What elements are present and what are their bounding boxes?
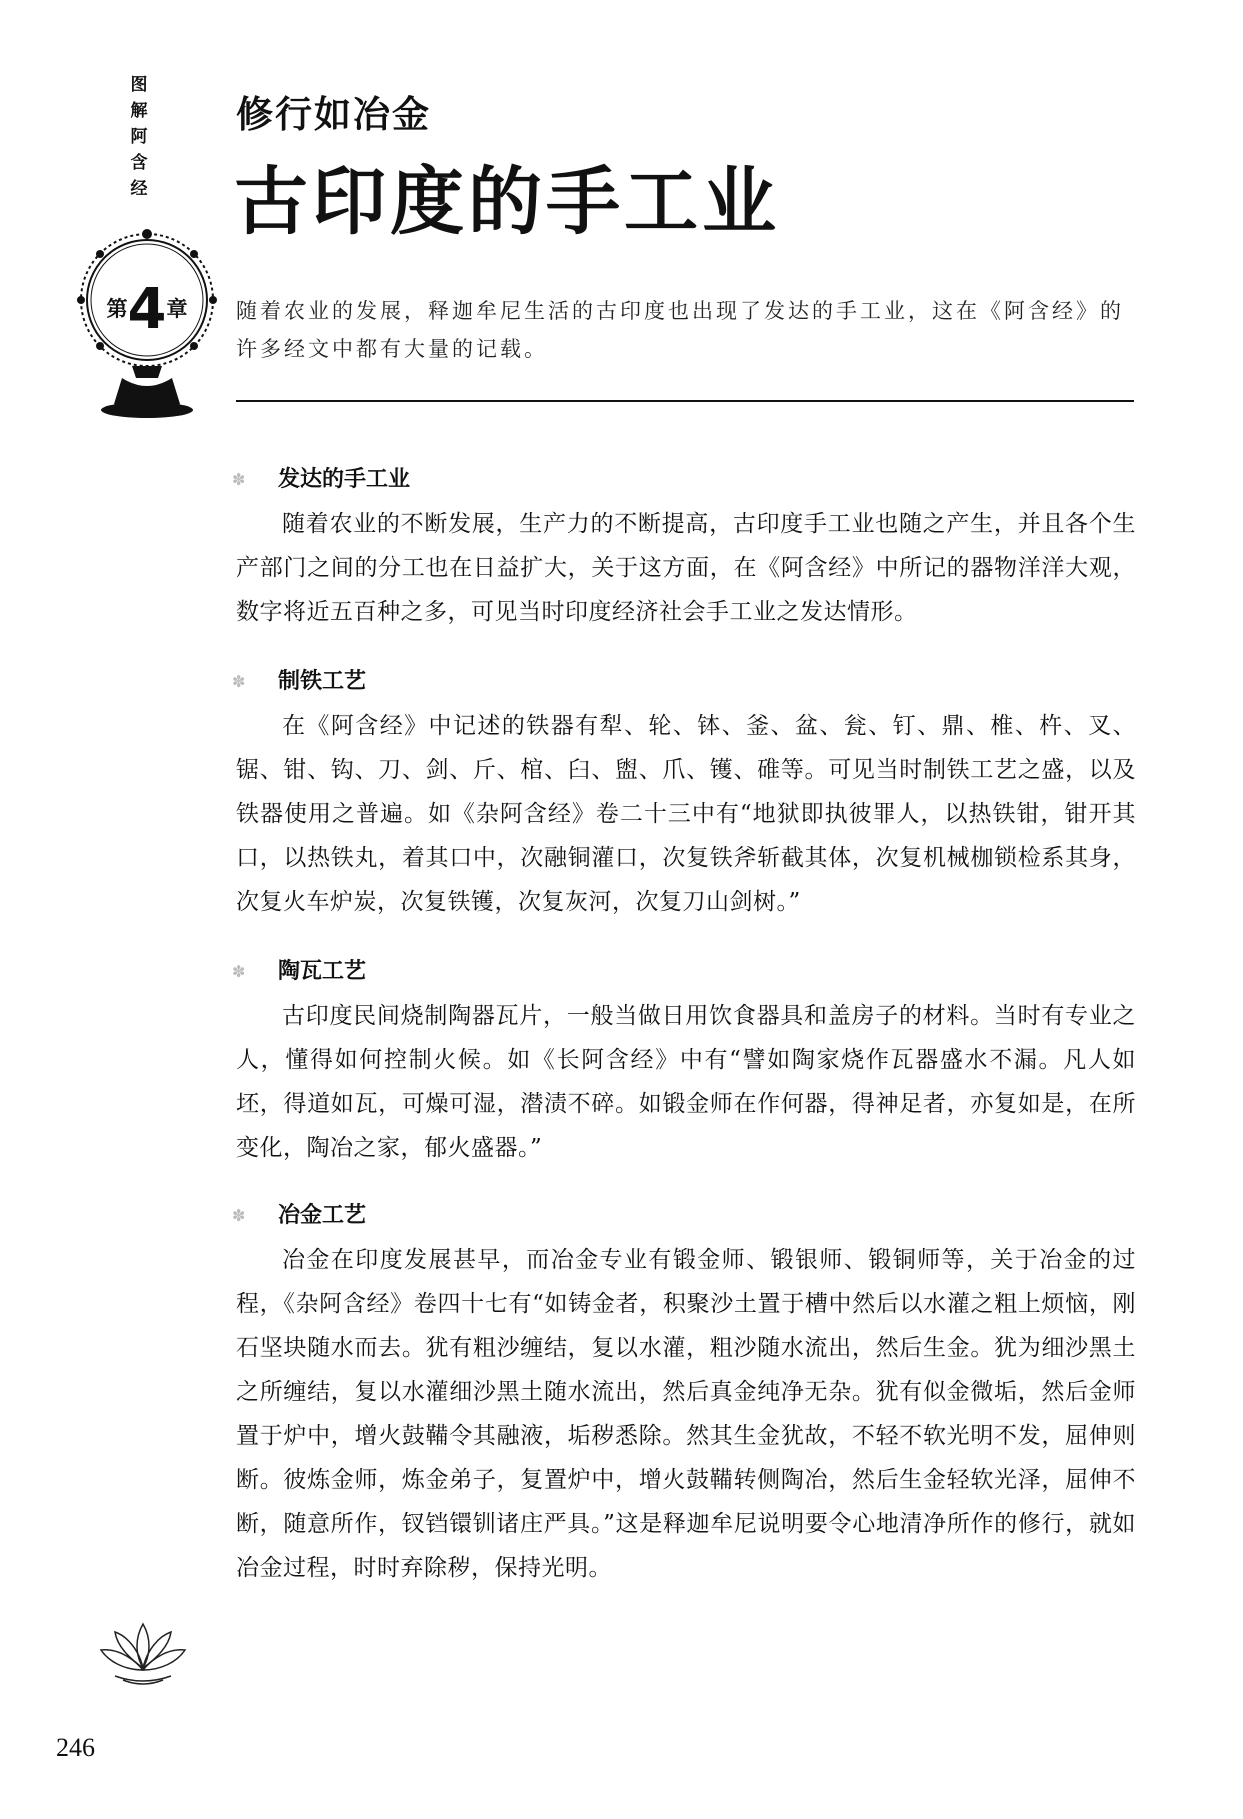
page-number: 246 [56, 1733, 95, 1762]
ornament-icon: ✽ [232, 470, 246, 489]
chapter-prefix: 第 [106, 297, 128, 321]
section-body: 在《阿含经》中记述的铁器有犁、轮、钵、釜、盆、瓮、钉、鼎、椎、杵、叉、锯、钳、钩、刀、剑、斤、棺、臼、盥、爪、镬、碓等。可见当时制铁工艺之盛，以及铁器使用之普遍。如《杂阿含经》卷二十三中有“地狱即执彼罪人，以热铁钳，钳开其口，以热铁丸，着其口中，次融铜灌口，次复铁斧斩截其体，次复机械枷锁检系其身，次复火车炉炭，次复铁镬，次复灰河，次复刀山剑树。” [236, 713, 1136, 915]
divider [236, 400, 1134, 402]
chapter-number: 4 [127, 277, 167, 342]
section-heading: ✽ 发达的手工业 [236, 462, 1136, 498]
intro-text: 随着农业的发展，释迦牟尼生活的古印度也出现了发达的手工业，这在《阿含经》的许多经文中都有大量的记载。 [236, 299, 1124, 361]
side-label-char: 图 [130, 75, 148, 95]
section-pottery-craft [232, 954, 1136, 1170]
section-body: 冶金在印度发展甚早，而冶金专业有锻金师、锻银师、锻铜师等，关于冶金的过程，《杂阿含经》卷四十七有“如铸金者，积聚沙土置于槽中然后以水灌之粗上烦恼，刚石坚块随水而去。犹有粗沙缠结，复以水灌，粗沙随水流出，然后生金。犹为细沙黑土之所缠结，复以水灌细沙黑土随水流出，然后真金纯净无杂。犹有似金微垢，然后金师置于炉中，增火鼓鞴令其融液，垢秽悉除。然其生金犹故，不轻不软光明不发，屈伸则断。彼炼金师，炼金弟子，复置炉中，增火鼓鞴转侧陶冶，然后生金轻软光泽，屈伸不断，随意所作，钗铛镮钏诸庄严具。”这是释迦牟尼说明要令心地清净所作的修行，就如冶金过程，时时弃除秽，保持光明。 [236, 1247, 1136, 1581]
side-series-label [126, 72, 152, 202]
section-iron-craft [232, 664, 1136, 924]
section-metallurgy-craft [232, 1198, 1136, 1590]
page-subtitle: 修行如冶金 [236, 93, 431, 136]
chapter-badge [76, 277, 218, 342]
lotus-ornament-icon [95, 1618, 191, 1688]
page-title: 古印度的手工业 [234, 159, 780, 245]
chapter-suffix: 章 [166, 297, 188, 321]
section-body: 古印度民间烧制陶器瓦片，一般当做日用饮食器具和盖房子的材料。当时有专业之人，懂得如何控制火候。如《长阿含经》中有“譬如陶家烧作瓦器盛水不漏。凡人如坯，得道如瓦，可燥可湿，潜渍不碎。如锻金师在作何器，得神足者，亦复如是，在所变化，陶冶之家，郁火盛器。” [236, 1003, 1136, 1161]
ornament-icon: ✽ [232, 962, 246, 981]
ornament-icon: ✽ [232, 672, 246, 691]
side-label-char: 阿 [130, 127, 148, 147]
side-label-char: 含 [130, 153, 148, 173]
section-heading: ✽ 冶金工艺 [236, 1198, 1136, 1234]
section-body: 随着农业的不断发展，生产力的不断提高，古印度手工业也随之产生，并且各个生产部门之间的分工也在日益扩大，关于这方面，在《阿含经》中所记的器物洋洋大观，数字将近五百种之多，可见当时印度经济社会手工业之发达情形。 [236, 511, 1136, 625]
side-label-char: 解 [130, 101, 148, 121]
ornament-icon: ✽ [232, 1206, 246, 1225]
section-heading: ✽ 制铁工艺 [236, 664, 1136, 700]
side-label-char: 经 [130, 179, 148, 199]
section-heading: ✽ 陶瓦工艺 [236, 954, 1136, 990]
section-developed-handicraft [232, 462, 1136, 634]
